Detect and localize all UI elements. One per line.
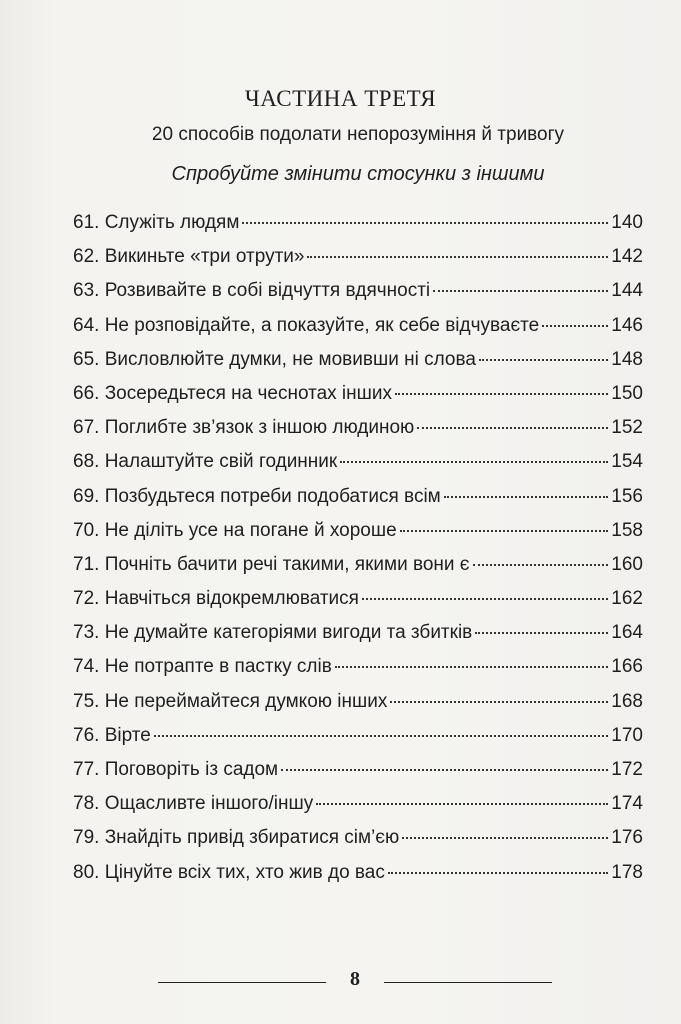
toc-entry-title: 69. Позбудьтеся потреби подобатися всім xyxy=(73,485,441,507)
toc-dot-leader xyxy=(154,735,609,737)
toc-entry xyxy=(73,315,643,349)
toc-entry-page: 172 xyxy=(611,759,643,780)
section-title: Спробуйте змінити стосунки з іншими xyxy=(171,163,545,185)
toc-dot-leader xyxy=(316,803,608,805)
toc-entry-title: 73. Не думайте категоріями вигоди та збитків xyxy=(73,622,473,644)
toc-entry-page: 140 xyxy=(611,212,643,233)
toc-dot-leader xyxy=(542,325,608,327)
toc-dot-leader xyxy=(307,256,608,258)
toc-entry-page: 158 xyxy=(611,519,643,541)
toc-entry-title: 70. Не діліть усе на погане й хороше xyxy=(73,519,397,541)
footer-rule-left xyxy=(158,982,326,983)
toc-dot-leader xyxy=(479,359,608,361)
toc-entry-page: 156 xyxy=(611,485,643,507)
part-subtitle: 20 способів подолати непорозуміння й тривогу xyxy=(151,124,565,145)
part-title: ЧАСТИНА ТРЕТЯ xyxy=(244,86,437,111)
table-of-contents xyxy=(73,212,643,896)
toc-entry-title: 66. Зосередьтеся на чеснотах інших xyxy=(73,382,392,404)
toc-entry-page: 162 xyxy=(611,588,643,610)
toc-entry-title: 62. Викиньте «три отрути» xyxy=(73,246,305,268)
toc-entry-title: 80. Цінуйте всіх тих, хто жив до вас xyxy=(73,861,385,883)
toc-dot-leader xyxy=(395,393,608,395)
toc-entry-page: 142 xyxy=(611,246,643,268)
toc-dot-leader xyxy=(400,530,609,532)
toc-entry xyxy=(73,588,643,622)
page-number: 8 xyxy=(350,968,360,990)
toc-entry xyxy=(73,246,643,280)
toc-entry-page: 154 xyxy=(611,451,643,473)
toc-entry-title: 78. Ощасливте іншого/іншу xyxy=(73,793,314,815)
toc-dot-leader xyxy=(388,872,608,874)
toc-entry-title: 75. Не переймайтеся думкою інших xyxy=(73,690,388,712)
toc-entry xyxy=(73,520,643,554)
toc-entry-page: 144 xyxy=(611,280,643,302)
toc-entry-title: 77. Поговоріть із садом xyxy=(73,759,279,780)
toc-entry-title: 65. Висловлюйте думки, не мовивши ні слова xyxy=(73,348,476,370)
toc-entry-page: 160 xyxy=(611,553,643,575)
toc-entry-title: 67. Поглибте зв’язок з іншою людиною xyxy=(73,417,415,439)
toc-entry xyxy=(73,656,643,690)
toc-entry xyxy=(73,862,643,896)
toc-entry xyxy=(73,725,643,759)
toc-entry-page: 174 xyxy=(611,793,643,815)
toc-entry xyxy=(73,417,643,451)
toc-entry-title: 74. Не потрапте в пастку слів xyxy=(73,656,332,678)
toc-entry-title: 64. Не розповідайте, а показуйте, як себе відчуваєте xyxy=(73,314,540,336)
toc-entry xyxy=(73,349,643,383)
toc-entry-page: 170 xyxy=(611,724,643,746)
toc-entry xyxy=(73,827,643,861)
toc-dot-leader xyxy=(473,564,609,566)
toc-entry-page: 168 xyxy=(611,690,643,712)
toc-dot-leader xyxy=(335,666,609,668)
toc-dot-leader xyxy=(444,496,609,498)
toc-entry xyxy=(73,554,643,588)
toc-entry xyxy=(73,212,643,246)
toc-entry-title: 63. Розвивайте в собі відчуття вдячності xyxy=(73,280,431,302)
toc-dot-leader xyxy=(390,701,608,703)
toc-dot-leader xyxy=(417,427,608,429)
toc-entry xyxy=(73,280,643,314)
toc-entry-title: 71. Почніть бачити речі такими, якими вони є xyxy=(73,553,470,575)
toc-dot-leader xyxy=(362,598,608,600)
toc-entry-title: 68. Налаштуйте свій годинник xyxy=(73,451,338,473)
toc-entry xyxy=(73,691,643,725)
toc-entry-title: 61. Служіть людям xyxy=(73,212,240,233)
page-footer xyxy=(0,968,681,998)
toc-entry-page: 150 xyxy=(611,382,643,404)
toc-dot-leader xyxy=(475,632,608,634)
toc-entry-title: 72. Навчіться відокремлюватися xyxy=(73,588,359,610)
toc-dot-leader xyxy=(402,837,608,839)
toc-entry-page: 152 xyxy=(611,417,643,439)
toc-entry xyxy=(73,451,643,485)
toc-dot-leader xyxy=(281,769,608,771)
toc-dot-leader xyxy=(433,290,608,292)
toc-dot-leader xyxy=(340,461,608,463)
toc-entry xyxy=(73,759,643,793)
toc-entry-page: 166 xyxy=(611,656,643,678)
toc-dot-leader xyxy=(242,222,608,224)
toc-entry xyxy=(73,383,643,417)
toc-entry-title: 76. Вірте xyxy=(73,724,151,746)
footer-rule-right xyxy=(384,982,552,983)
toc-entry xyxy=(73,486,643,520)
toc-entry-page: 176 xyxy=(611,827,643,849)
toc-entry-page: 148 xyxy=(611,348,643,370)
toc-entry xyxy=(73,622,643,656)
toc-entry xyxy=(73,793,643,827)
toc-entry-title: 79. Знайдіть привід збиратися сім’єю xyxy=(73,827,400,849)
toc-entry-page: 146 xyxy=(611,314,643,336)
toc-entry-page: 178 xyxy=(611,861,643,883)
toc-entry-page: 164 xyxy=(611,622,643,644)
